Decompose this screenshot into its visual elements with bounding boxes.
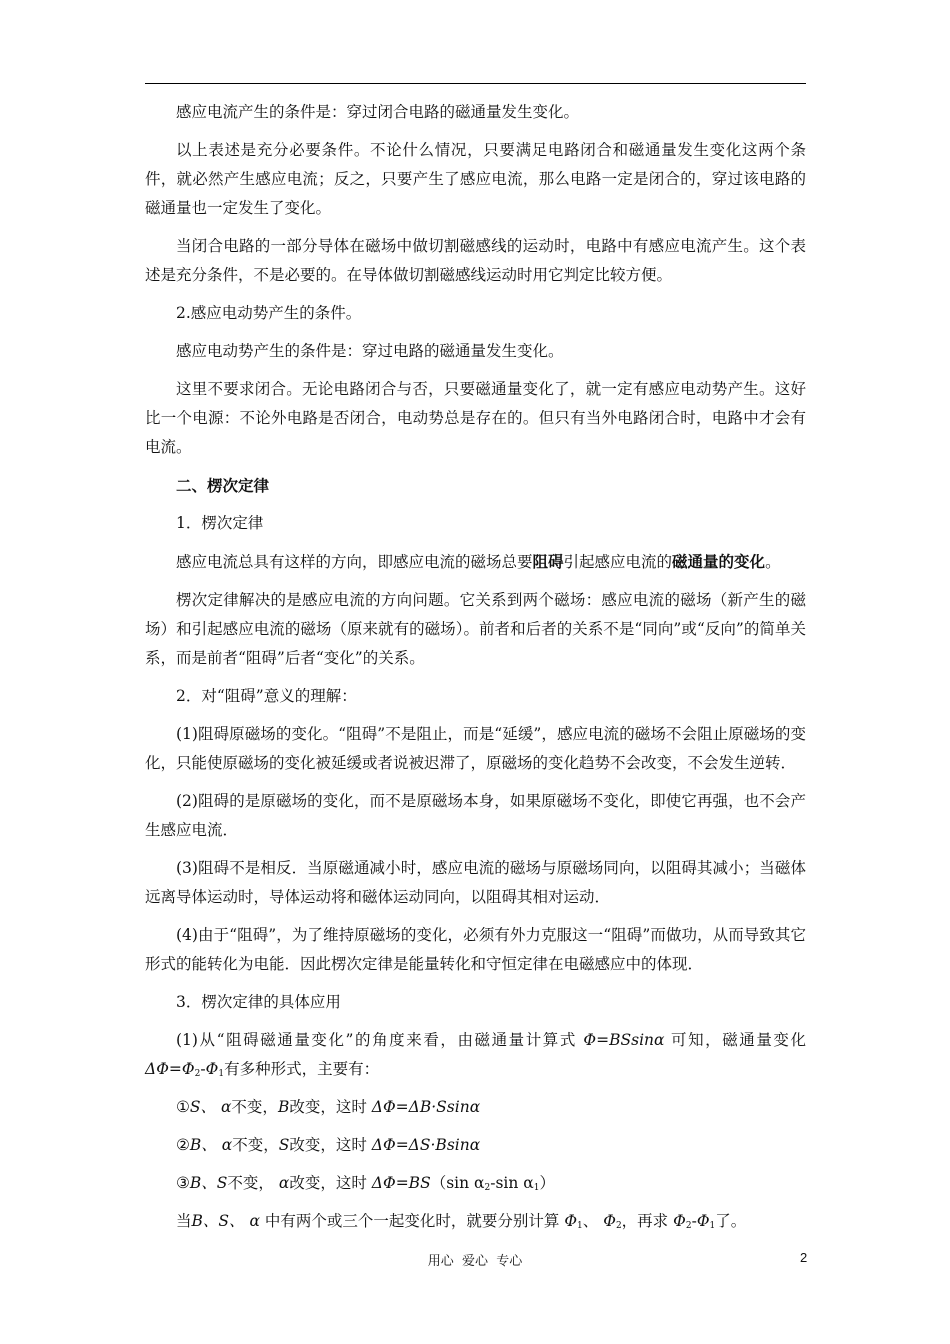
- formula: S: [278, 1136, 290, 1154]
- subscript: 2: [685, 1221, 692, 1231]
- case-line: [145, 1093, 806, 1122]
- paragraph: [145, 1207, 806, 1236]
- text-run: 当: [176, 1212, 192, 1230]
- formula: B、S: [189, 1174, 228, 1192]
- paragraph: 以上表述是充分必要条件。不论什么情况，只要满足电路闭合和磁通量发生变化这两个条件，就必然产生感应电流；反之，只要产生了感应电流，那么电路一定是闭合的，穿过该电路的磁通量也一定发生了变化。: [145, 141, 806, 217]
- section-heading: 二、楞次定律: [176, 476, 270, 495]
- paragraph: 这里不要求闭合。无论电路闭合与否，只要磁通量变化了，就一定有感应电动势产生。这好比一个电源：不论外电路是否闭合，电动势总是存在的。但只有当外电路闭合时，电路中才会有电流。: [145, 380, 806, 456]
- text-run: 中有两个或三个一起变化时，就要分别计算: [264, 1212, 560, 1230]
- text-run: 改变，这时: [289, 1136, 367, 1154]
- formula: Φ: [564, 1212, 578, 1230]
- page-body: [145, 98, 806, 1245]
- formula: α: [654, 1031, 665, 1049]
- formula: α: [278, 1174, 290, 1192]
- subheading: 3．楞次定律的具体应用: [176, 993, 341, 1011]
- paragraph: 感应电流产生的条件是：穿过闭合电路的磁通量发生变化。: [176, 103, 580, 121]
- text-run: 有多种形式，主要有：: [224, 1060, 380, 1078]
- text-run: 不变，: [231, 1098, 278, 1116]
- formula: S、 α: [189, 1098, 232, 1116]
- subscript: 2: [194, 1069, 201, 1079]
- paragraph: (1)阻碍原磁场的变化。“阻碍”不是阻止，而是“延缓”，感应电流的磁场不会阻止原磁场的变化，只能使原磁场的变化被延缓或者说被迟滞了，原磁场的变化趋势不会改变，不会发生逆转．: [145, 725, 806, 772]
- paragraph: 当闭合电路的一部分导体在磁场中做切割磁感线的运动时，电路中有感应电流产生。这个表述是充分条件，不是必要的。在导体做切割磁感线运动时用它判定比较方便。: [145, 237, 806, 284]
- case-line: [145, 1131, 806, 1160]
- text-run: ，再求: [621, 1212, 669, 1230]
- formula: Φ: [696, 1212, 710, 1230]
- subscript: 1: [709, 1221, 716, 1231]
- bold-text: 磁通量的变化: [672, 552, 766, 571]
- subscript: 1: [577, 1221, 583, 1231]
- paragraph: 楞次定律解决的是感应电流的方向问题。它关系到两个磁场：感应电流的磁场（新产生的磁场）和引起感应电流的磁场（原来就有的磁场）。前者和后者的关系不是“同向”或“反向”的简单关系，而是前者“阻碍”后者“变化”的关系。: [145, 591, 806, 667]
- text-run: (1)从“阻碍磁通量变化”的角度来看，由磁通量计算式: [176, 1031, 577, 1049]
- text-run: 改变，这时: [289, 1174, 367, 1192]
- paragraph: 感应电动势产生的条件是：穿过电路的磁通量发生变化。: [176, 342, 564, 360]
- formula: Φ: [181, 1060, 195, 1078]
- formula: -sin α: [490, 1174, 534, 1192]
- text-run: 了。: [715, 1212, 747, 1230]
- formula: ΔΦ=BS: [371, 1174, 431, 1192]
- subscript: 1: [218, 1069, 225, 1079]
- subheading: 1．楞次定律: [176, 514, 264, 532]
- formula: Δ: [145, 1060, 157, 1078]
- paragraph: [145, 547, 806, 577]
- formula: Φ: [156, 1060, 169, 1078]
- subscript: 2: [615, 1221, 622, 1231]
- paragraph: (2)阻碍的是原磁场的变化，而不是原磁场本身，如果原磁场不变化，即使它再强，也不会产生感应电流．: [145, 792, 806, 839]
- text-run: 不变，: [227, 1174, 274, 1192]
- formula: B: [277, 1098, 290, 1116]
- text-run: 。: [765, 553, 781, 571]
- formula: ΔΦ=ΔB·Ssinα: [371, 1098, 481, 1116]
- formula: Φ: [673, 1212, 686, 1230]
- case-number: ①: [176, 1098, 190, 1116]
- formula: ）: [539, 1174, 556, 1192]
- subscript: 2: [484, 1183, 491, 1193]
- formula: =: [168, 1060, 182, 1078]
- formula: B、S、 α: [191, 1212, 260, 1230]
- header-rule: [145, 83, 806, 84]
- footer-text: 用心 爱心 专心: [427, 1254, 523, 1269]
- text-run: 改变，这时: [289, 1098, 367, 1116]
- subscript: 1: [533, 1183, 540, 1193]
- text-run: 引起感应电流的: [563, 553, 673, 571]
- formula: Φ=BSsin: [583, 1031, 655, 1049]
- formula: B、 α: [189, 1136, 233, 1154]
- text-run: 可知，磁通量变化: [671, 1031, 806, 1049]
- text-run: 不变，: [232, 1136, 279, 1154]
- paragraph: 2.感应电动势产生的条件。: [176, 304, 362, 322]
- formula: （sin α: [430, 1174, 485, 1192]
- paragraph: (4)由于“阻碍”，为了维持原磁场的变化，必须有外力克服这一“阻碍”而做功，从而导致其它形式的能转化为电能．因此楞次定律是能量转化和守恒定律在电磁感应中的体现．: [145, 926, 806, 973]
- formula: Φ: [205, 1060, 219, 1078]
- text-run: 、: [582, 1212, 599, 1230]
- paragraph: (3)阻碍不是相反．当原磁通减小时，感应电流的磁场与原磁场同向，以阻碍其减小；当磁体远离导体运动时，导体运动将和磁体运动同向，以阻碍其相对运动．: [145, 859, 806, 906]
- bold-text: 阻碍: [532, 552, 564, 571]
- case-number: ③: [176, 1174, 190, 1192]
- formula: ΔΦ=ΔS·Bsinα: [371, 1136, 481, 1154]
- subheading: 2．对“阻碍”意义的理解：: [176, 687, 357, 705]
- formula: -: [200, 1060, 206, 1078]
- case-number: ②: [176, 1136, 190, 1154]
- case-line: [145, 1169, 806, 1198]
- text-run: 感应电流总具有这样的方向，即感应电流的磁场总要: [176, 553, 533, 571]
- paragraph: [145, 1026, 806, 1084]
- formula: -: [691, 1212, 697, 1230]
- page-number: 2: [800, 1250, 808, 1265]
- formula: Φ: [603, 1212, 616, 1230]
